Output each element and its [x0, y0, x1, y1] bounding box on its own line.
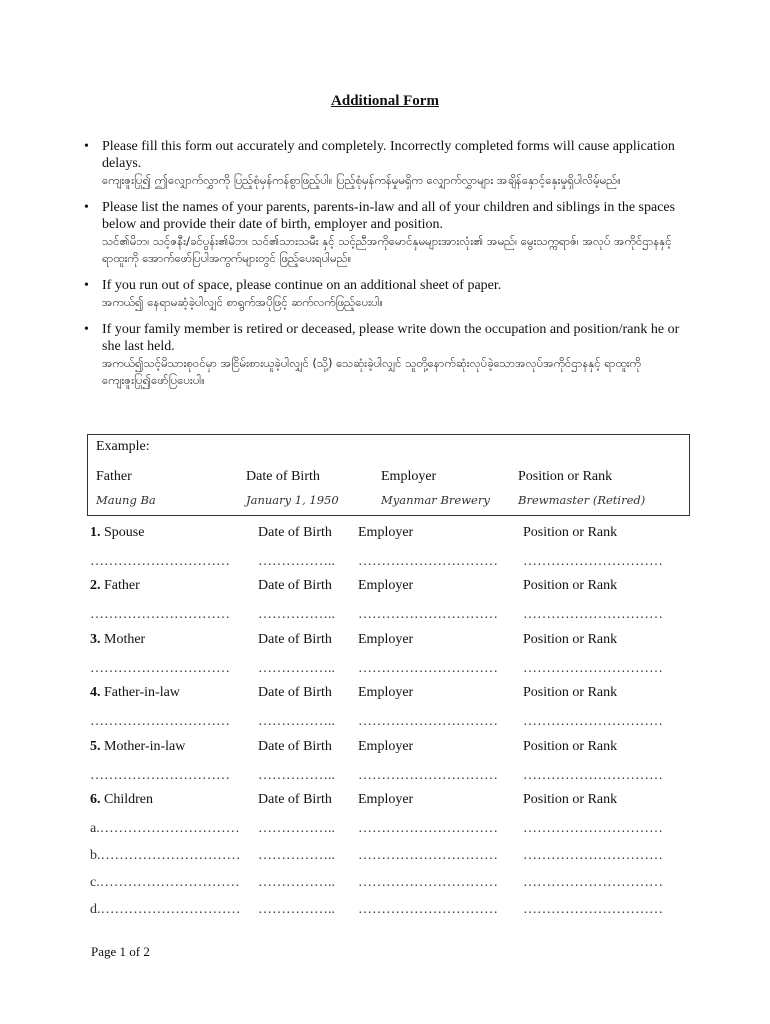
entry-header — [90, 792, 700, 810]
entry-label: Spouse — [104, 525, 145, 540]
employer-field[interactable]: ………………………… — [358, 848, 498, 863]
entry-title — [90, 578, 140, 594]
child-line — [90, 821, 700, 839]
entry-number: 3. — [90, 632, 101, 647]
name-dots: ………………………… — [99, 875, 240, 890]
child-letter: d. — [90, 902, 101, 917]
dob-field[interactable]: …………….. — [258, 821, 335, 836]
position-field[interactable]: ………………………… — [523, 554, 663, 569]
dob-label: Date of Birth — [258, 792, 332, 807]
entry-number: 2. — [90, 578, 101, 593]
dob-label: Date of Birth — [258, 632, 332, 647]
entry-father — [90, 578, 700, 631]
dob-field[interactable]: …………….. — [258, 875, 335, 890]
entry-label: Children — [104, 792, 153, 807]
position-label: Position or Rank — [523, 632, 618, 647]
name-field[interactable] — [90, 902, 241, 918]
entry-mother — [90, 632, 700, 685]
entry-number: 1. — [90, 525, 101, 540]
instruction-text-en: Please list the names of your parents, parents-in-law and all of your children and siblings in the spaces below and provide their date of birth, employer and position. — [102, 200, 676, 232]
position-label: Position or Rank — [523, 525, 618, 540]
entry-children — [90, 792, 700, 922]
employer-field[interactable]: ………………………… — [358, 875, 498, 890]
dob-label: Date of Birth — [258, 578, 332, 593]
entry-fill-line — [90, 714, 700, 732]
dob-field[interactable]: …………….. — [258, 768, 335, 783]
name-field[interactable]: ………………………… — [90, 768, 230, 783]
position-field[interactable]: ………………………… — [523, 902, 663, 917]
position-field[interactable]: ………………………… — [523, 821, 663, 836]
entry-fill-line — [90, 607, 700, 625]
position-label: Position or Rank — [523, 685, 618, 700]
entry-header — [90, 525, 700, 543]
dob-field[interactable]: …………….. — [258, 848, 335, 863]
employer-label: Employer — [358, 578, 414, 593]
entry-title — [90, 685, 180, 701]
entry-title — [90, 632, 145, 648]
child-line — [90, 902, 700, 920]
position-field[interactable]: ………………………… — [523, 607, 663, 622]
name-field[interactable]: ………………………… — [90, 714, 230, 729]
dob-label: Date of Birth — [258, 525, 332, 540]
entry-number: 5. — [90, 739, 101, 754]
instruction-text-my: အကယ်၍သင့်မိသားစုဝင်မှာ အငြိမ်းစားယူခဲ့ပါလျှင် (သို့) သေဆုံးခဲ့ပါလျှင် သူတို့နောက်ဆုံးလုပ်ခဲ့သောအလုပ်အကိုင်ဌာနနှင့် ရာထူးကို ကျေးဇူးပြု၍ဖော်ပြပေးပါ။ — [102, 356, 641, 387]
position-label: Position or Rank — [523, 578, 618, 593]
child-line — [90, 848, 700, 866]
bullet-icon: • — [84, 139, 89, 154]
employer-field[interactable]: ………………………… — [358, 902, 498, 917]
instructions-list — [82, 138, 682, 399]
example-header-employer: Employer — [381, 469, 437, 484]
example-value-dob: January 1, 1950 — [246, 493, 339, 507]
instruction-text-my: သင်၏မိဘ၊ သင့်ဇနီး/ခင်ပွန်း၏မိဘ၊ သင်၏သားသမီး နှင့် သင့်ညီအကိုမောင်နှမများအားလုံး၏ အမည်၊ မွေးသက္ကရာဇ်၊ အလုပ် အကိုင်ဌာနနှင့် ရာထူးကို အောက်ဖော်ပြပါအကွက်များတွင် ဖြည့်ပေးရပါမည်။ — [102, 234, 672, 265]
name-field[interactable] — [90, 821, 240, 837]
example-value-name: Maung Ba — [96, 493, 156, 507]
name-field[interactable]: ………………………… — [90, 554, 230, 569]
bullet-icon: • — [84, 322, 89, 337]
position-field[interactable]: ………………………… — [523, 661, 663, 676]
example-label: Example: — [96, 439, 150, 454]
entry-father-in-law — [90, 685, 700, 738]
name-dots: ………………………… — [99, 821, 240, 836]
dob-field[interactable]: …………….. — [258, 902, 335, 917]
employer-field[interactable]: ………………………… — [358, 714, 498, 729]
employer-label: Employer — [358, 525, 414, 540]
bullet-icon: • — [84, 278, 89, 293]
instruction-text-en: Please fill this form out accurately and completely. Incorrectly completed forms will cause application delays. — [102, 139, 675, 171]
page-number: Page 1 of 2 — [91, 944, 150, 959]
name-field[interactable] — [90, 848, 241, 864]
entry-mother-in-law — [90, 739, 700, 792]
employer-label: Employer — [358, 792, 414, 807]
example-box — [87, 434, 690, 516]
example-header-relation: Father — [96, 469, 132, 484]
entry-fill-line — [90, 661, 700, 679]
entry-label: Mother-in-law — [104, 739, 186, 754]
entry-title — [90, 525, 144, 541]
example-value-employer: Myanmar Brewery — [381, 493, 490, 507]
entry-number: 4. — [90, 685, 101, 700]
position-field[interactable]: ………………………… — [523, 714, 663, 729]
instruction-item — [82, 277, 682, 311]
position-field[interactable]: ………………………… — [523, 848, 663, 863]
entry-number: 6. — [90, 792, 101, 807]
example-value-position: Brewmaster (Retired) — [518, 493, 646, 507]
employer-label: Employer — [358, 632, 414, 647]
instruction-text-en: If your family member is retired or deceased, please write down the occupation and position/rank he or she last held. — [102, 322, 680, 354]
entry-title — [90, 792, 153, 808]
entry-spouse — [90, 525, 700, 578]
entry-fill-line — [90, 768, 700, 786]
form-title: Additional Form — [331, 93, 439, 109]
entry-header — [90, 578, 700, 596]
position-field[interactable]: ………………………… — [523, 768, 663, 783]
example-header-position: Position or Rank — [518, 469, 613, 484]
employer-field[interactable]: ………………………… — [358, 768, 498, 783]
name-field[interactable] — [90, 875, 240, 891]
child-letter: b. — [90, 848, 101, 863]
child-line — [90, 875, 700, 893]
instruction-item — [82, 199, 682, 267]
instruction-text-my: အကယ်၍ နေရာမဆံ့ခဲ့ပါလျှင် စာရွက်အပိုဖြင့် ဆက်လက်ဖြည့်ပေးပါ။ — [102, 295, 384, 309]
employer-field[interactable]: ………………………… — [358, 554, 498, 569]
name-field[interactable]: ………………………… — [90, 607, 230, 622]
dob-label: Date of Birth — [258, 685, 332, 700]
name-field[interactable]: ………………………… — [90, 661, 230, 676]
employer-label: Employer — [358, 739, 414, 754]
employer-field[interactable]: ………………………… — [358, 661, 498, 676]
instruction-text-en: If you run out of space, please continue on an additional sheet of paper. — [102, 278, 502, 293]
dob-field[interactable]: …………….. — [258, 554, 335, 569]
entry-label: Father — [104, 578, 140, 593]
dob-field[interactable]: …………….. — [258, 607, 335, 622]
position-field[interactable]: ………………………… — [523, 875, 663, 890]
bullet-icon: • — [84, 200, 89, 215]
entry-header — [90, 632, 700, 650]
dob-field[interactable]: …………….. — [258, 714, 335, 729]
name-dots: ………………………… — [100, 848, 241, 863]
entry-label: Mother — [104, 632, 146, 647]
entry-header — [90, 739, 700, 757]
instruction-text-my: ကျေးဇူးပြု၍ ဤလျှောက်လွှာကို ပြည့်စုံမှန်ကန်စွာဖြည့်ပါ။ ပြည့်စုံမှန်ကန်မှုမရှိက လျှောက်လွှာများ အချိန်နှောင့်နှေးမှုရှိပါလိမ့်မည်။ — [102, 173, 621, 187]
entry-label: Father-in-law — [104, 685, 180, 700]
instruction-item — [82, 321, 682, 389]
child-letter: a. — [90, 821, 100, 836]
example-header-dob: Date of Birth — [246, 469, 320, 484]
dob-field[interactable]: …………….. — [258, 661, 335, 676]
child-letter: c. — [90, 875, 100, 890]
instruction-item — [82, 138, 682, 189]
entry-fill-line — [90, 554, 700, 572]
position-label: Position or Rank — [523, 739, 618, 754]
employer-field[interactable]: ………………………… — [358, 607, 498, 622]
dob-label: Date of Birth — [258, 739, 332, 754]
employer-field[interactable]: ………………………… — [358, 821, 498, 836]
name-dots: ………………………… — [100, 902, 241, 917]
employer-label: Employer — [358, 685, 414, 700]
entry-header — [90, 685, 700, 703]
position-label: Position or Rank — [523, 792, 618, 807]
entry-title — [90, 739, 185, 755]
